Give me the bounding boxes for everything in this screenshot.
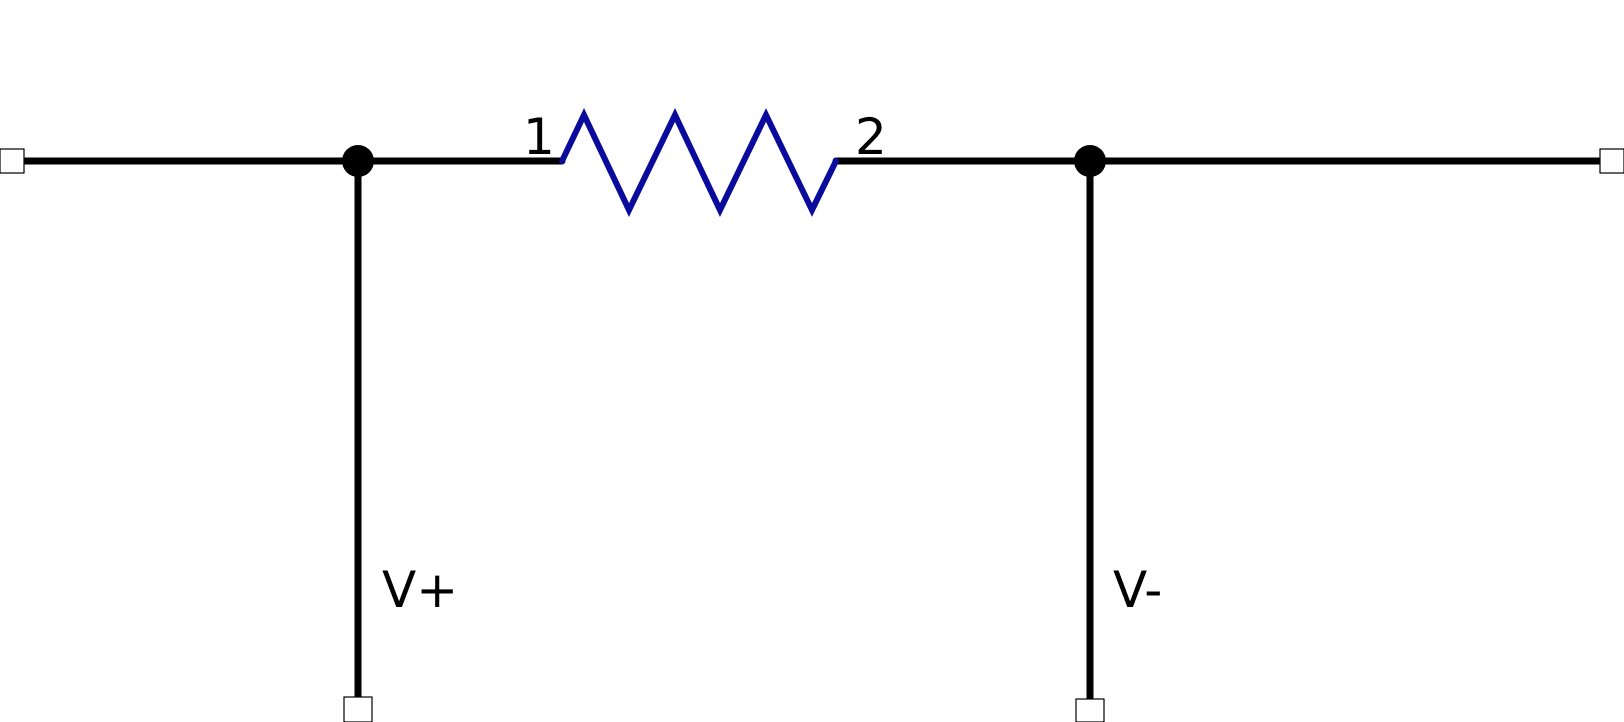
left-terminal-port[interactable]	[0, 149, 24, 173]
pin1-label: 1	[523, 108, 555, 166]
v-plus-label: V+	[382, 561, 459, 619]
left-junction-dot	[342, 145, 374, 177]
resistor-symbol[interactable]	[562, 115, 836, 210]
v-minus-terminal-port[interactable]	[1076, 699, 1104, 722]
right-junction-dot	[1074, 145, 1106, 177]
v-minus-label: V-	[1113, 561, 1163, 619]
right-terminal-port[interactable]	[1600, 149, 1624, 173]
pin2-label: 2	[855, 108, 887, 166]
v-plus-terminal-port[interactable]	[344, 697, 372, 722]
